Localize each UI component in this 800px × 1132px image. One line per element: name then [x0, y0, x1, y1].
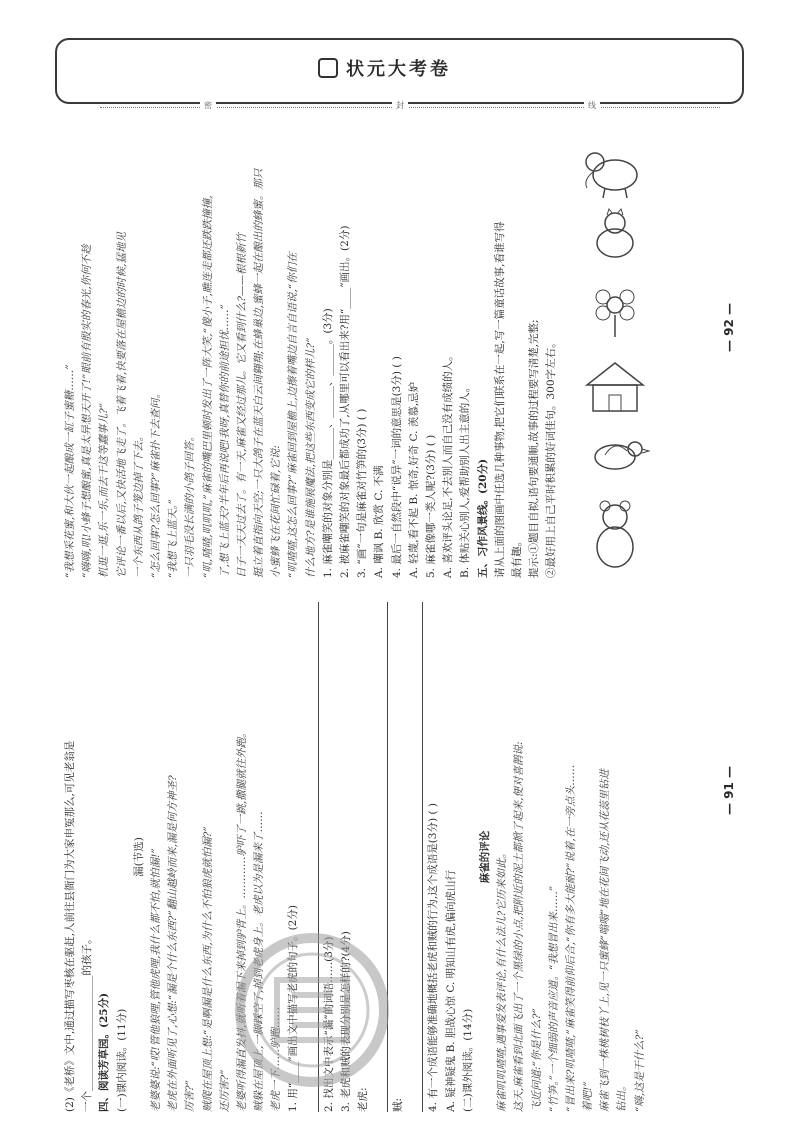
text-line: 提示:①题目自拟,语句要通顺,故事的过程要写清楚,完整;: [528, 319, 541, 578]
text-line: 1. 用“____”画出文中描写老虎的句子。(2分): [287, 905, 300, 1112]
brand-title: 状元大考卷: [346, 59, 451, 80]
seal-label-2: 封: [392, 100, 408, 111]
text-line: 3. 老虎和贼的表现分别是怎样的?(4分): [339, 931, 352, 1112]
text-line: A. 喜欢评头论足,不去别人而自己没有成绩的人。: [442, 350, 455, 578]
text-line: 它评论一番以后,又快活地飞走了。飞着飞着,快要落在屋檐边的时候,猛地见: [115, 231, 128, 578]
text-line: 3. “画”一句是麻雀对竹笋的(3分) ( ): [356, 408, 369, 578]
text-line: 请从上面的图画中任选几种事物,把它们联系在一起,写一篇童话故事,看谁写得: [493, 221, 506, 578]
seal-label-1: 密: [200, 100, 216, 111]
text-line: (2)《老桥》文中,通过描写枣核在驱赶,人前往县衙门为大家申冤那么,可见老翁是: [64, 740, 76, 1112]
text-line: 厉害?”: [184, 1080, 197, 1112]
text-line: 麻雀飞到一株桃树枝丫上,见一只蜜蜂“嗡嗡”地在花间飞动,还从花蕊里钻进: [599, 769, 612, 1112]
flower-icon: [575, 275, 655, 340]
text-line: 贼躲在屋顶上,一脚踩空了,掉到老虎身上。老虎以为是漏来了……: [253, 811, 266, 1112]
watermark-stamp: [232, 930, 392, 1090]
text-line: 1. 麻雀嘲笑的对象分别是______、______、______。(3分): [321, 308, 334, 578]
text-line: 老婆婆说:“哎!管他狼哩,管他虎哩,我什么都不怕,就怕漏!”: [149, 848, 162, 1112]
text-line: 飞近问道:“你是什么?”: [530, 1008, 543, 1112]
house-icon: [575, 355, 655, 415]
text-line: 小蜜蜂飞在花间忙碌着,它说:: [270, 445, 283, 578]
text-line: 4. 有一个成语能够准确地概括老虎和贼的行为,这个成语是(3分) ( ): [427, 803, 440, 1112]
logo-icon: [318, 58, 338, 78]
text-line: 最有趣。: [510, 536, 523, 578]
text-line: “怎么回事?怎么回事?”麻雀扑下去查问。: [149, 388, 162, 578]
text-line: 还厉害?”: [218, 1069, 231, 1112]
text-line: 什么地方?是谁施展魔法,把这些东西变成它的样儿?”: [304, 337, 317, 578]
text-line: 5. 麻雀像哪一类人呢?(3分) ( ): [424, 434, 437, 578]
text-line: 了,想飞上蓝天?半年后再说吧!我呀,真替你的前途担忧……”: [218, 304, 231, 578]
text-line: A. 轻蔑,看不起 B. 惊奇,好奇 C. 羡慕,忌妒: [407, 381, 420, 578]
page-number-left: — 91 —: [722, 765, 736, 815]
text-line: 漏(节选): [132, 837, 145, 877]
text-line: “我想飞上蓝天。”: [167, 499, 180, 578]
text-line: 挺立着直指向天空;一只大鸽子在蓝天白云间翱翔;在蜂巢边,蜜蜂一起在酿出的蜂蜜。那只: [253, 168, 266, 578]
text-line: 一个东西从鸽子笼边掉了下去。: [132, 431, 145, 578]
text-line: ②最好用上自己平时积累的好词佳句。300字左右。: [545, 337, 558, 578]
bear-icon: [575, 495, 655, 575]
text-line: 一只羽毛没长满的小鸽子回答。: [184, 431, 197, 578]
cat-icon: [575, 205, 655, 265]
text-line: 钻出。: [616, 1080, 629, 1112]
text-line: 机逛一逛,乐一乐,而去干这等蠢事儿?”: [98, 402, 111, 578]
text-line: A. 嘲讽 B. 欣赏 C. 不满: [373, 465, 386, 578]
composition-pictures: [575, 140, 660, 580]
brand-logo: [318, 55, 518, 85]
text-line: 老婆听得漏直发抖,就听着漏下来掉到驴背上。…………驴吓了一跳,撒腿就往外跑。: [235, 727, 248, 1112]
text-line: 这天,麻雀看到北面飞出了一个黑绿的小点,把附近的泥土都掀了起来,便对喜鹊说:: [513, 741, 526, 1112]
text-line: (一)课内阅读。(11分): [115, 1008, 128, 1112]
text-line: 老虎:: [357, 1087, 369, 1112]
text-line: 贼:: [392, 1097, 405, 1112]
text-line: 贼爬在屋顶上想:“是啊漏是什么东西,为什么不怕狼虎就怕漏?”: [201, 826, 214, 1112]
text-line: 4. 最后一自然段中“说异”一词的意思是(3分) ( ): [390, 356, 403, 578]
seal-label-3: 线: [584, 100, 600, 111]
text-line: “叽喳喳,这怎么回事?”麻雀回到屋檐上,边擦着嘴边自言自语说,“你们在: [287, 252, 300, 578]
text-line: B. 体贴关心别人,爱帮助别人出主意的人。: [459, 381, 472, 578]
text-line: 日子一天天过去了。有一天,麻雀又经过那儿。它又看到什么?——根根新竹: [235, 233, 248, 578]
text-line: “嗨,这是干什么?”: [633, 1029, 646, 1112]
text-line: 麻雀的评论: [478, 830, 491, 884]
seal-line-labels: [200, 100, 600, 111]
bird-icon: [575, 425, 655, 485]
text-line: 老虎在外面听见了,心想:“漏是个什么东西?”翻山越岭而来,漏是何方神圣?: [167, 775, 180, 1112]
answer-line[interactable]: [410, 602, 423, 1112]
text-line: 2. 被麻雀嘲笑的对象最后都成功了,从哪里可以看出来?用“____”画出。(2分): [339, 225, 351, 578]
text-line: 五、习作风景线。(20分): [476, 458, 489, 578]
text-line: 一个______________________的孩子。: [81, 933, 94, 1112]
text-line: (二)课外阅读。(14分): [461, 1008, 474, 1112]
text-line: “嗨嗨,叽!小蜂子想酿蜜,真是太异想天开了!”眼前有殷实的春光,你何不趁: [81, 244, 94, 578]
text-line: 老虎一下……驴跑……: [270, 1007, 283, 1112]
text-line: A. 疑神疑鬼 B. 胆战心惊 C. 明知山有虎,偏向虎山行: [444, 870, 457, 1112]
text-line: “我想采花蜜,和大伙一起酿成一缸子蜜糖……”: [64, 364, 76, 578]
text-line: 四、阅读芳草园。(25分): [98, 992, 111, 1112]
text-line: “冒出来?叽喳喳,”麻雀笑得前仰后合,“你有多大能耐?”说着,在一旁点头……: [564, 764, 577, 1112]
text-line: “竹笋。”一个细弱的声音应道。“我想冒出来……”: [547, 885, 560, 1112]
page-92-content: [62, 123, 560, 578]
text-line: “叽,喳喳,叽叽叽,”麻雀的嘴巴里顿时发出了一阵大笑,“傻小子,瞧连走都还跌跌撞撞,: [201, 195, 214, 578]
text-line: 着吧!”: [582, 1081, 595, 1112]
text-line: 麻雀叽叽喳喳,遇事爱发表评论,有什么法儿?它历来如此。: [496, 847, 509, 1112]
dog-icon: [575, 140, 655, 200]
text-line: 2. 找出文中表示“漏”的词语……(3分): [322, 936, 335, 1112]
page-number-right: — 92 —: [722, 302, 736, 352]
